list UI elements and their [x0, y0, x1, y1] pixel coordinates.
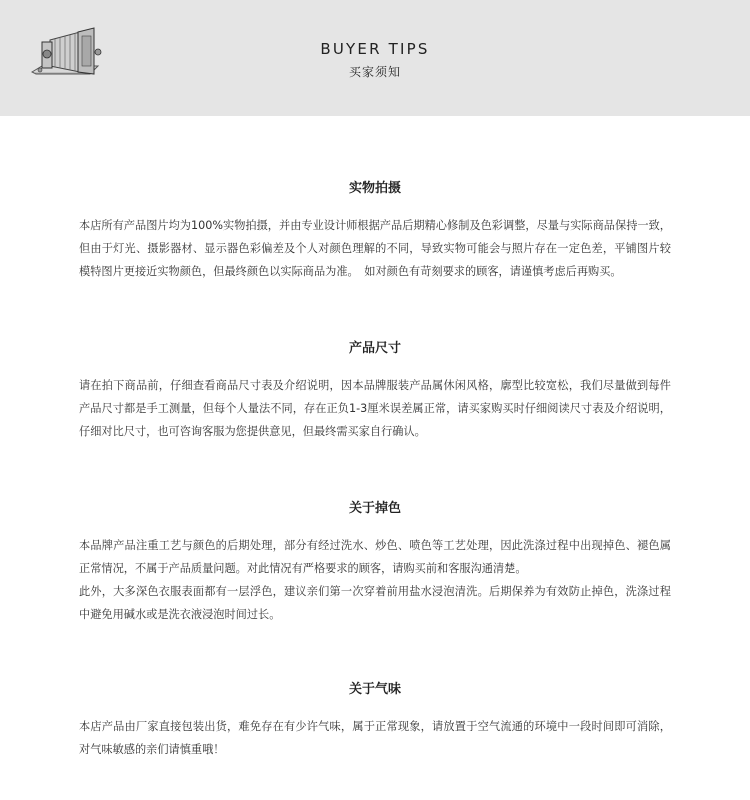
section-product-photos — [79, 180, 671, 283]
section-title: 关于掉色 — [348, 501, 401, 516]
page-subtitle: 买家须知 — [348, 65, 401, 79]
section-product-size — [79, 340, 671, 443]
section-title: 实物拍摄 — [348, 181, 401, 196]
section-paragraph: 请在拍下商品前，仔细查看商品尺寸表及介绍说明，因本品牌服装产品属休闲风格，廓型比较宽松，我们尽量做到每件产品尺寸都是手工测量，但每个人量法不同，存在正负1-3厘米误差属正常，请买家购买时仔细阅读尺寸表及介绍说明，仔细对比尺寸，也可咨询客服为您提供意见，但最终需买家自行确认。 — [79, 379, 671, 438]
header-banner — [0, 0, 750, 116]
section-title: 关于气味 — [348, 682, 401, 697]
section-paragraph: 此外，大多深色衣服表面都有一层浮色，建议亲们第一次穿着前用盐水浸泡清洗。后期保养为有效防止掉色，洗涤过程中避免用碱水或是洗衣液浸泡时间过长。 — [79, 585, 671, 621]
section-title: 产品尺寸 — [348, 341, 401, 356]
section-color-fading — [79, 500, 671, 626]
section-paragraph: 本品牌产品注重工艺与颜色的后期处理，部分有经过洗水、炒色、喷色等工艺处理，因此洗涤过程中出现掉色、褪色属正常情况，不属于产品质量问题。对此情况有严格要求的顾客，请购买前和客服沟通清楚。 — [79, 539, 671, 575]
page-title: BUYER TIPS — [320, 40, 430, 58]
section-paragraph: 本店所有产品图片均为100%实物拍摄，并由专业设计师根据产品后期精心修制及色彩调整，尽量与实际商品保持一致，但由于灯光、摄影器材、显示器色彩偏差及个人对颜色理解的不同，导致实物可能会与照片存在一定色差，平铺图片较模特图片更接近实物颜色，但最终颜色以实际商品为准。 如对颜色有苛刻要求的顾客，请谨慎考虑后再购买。 — [79, 219, 671, 278]
section-paragraph: 本店产品由厂家直接包装出货，难免存在有少许气味，属于正常现象，请放置于空气流通的环境中一段时间即可消除，对气味敏感的亲们请慎重哦！ — [79, 720, 671, 756]
section-odor — [79, 681, 671, 761]
